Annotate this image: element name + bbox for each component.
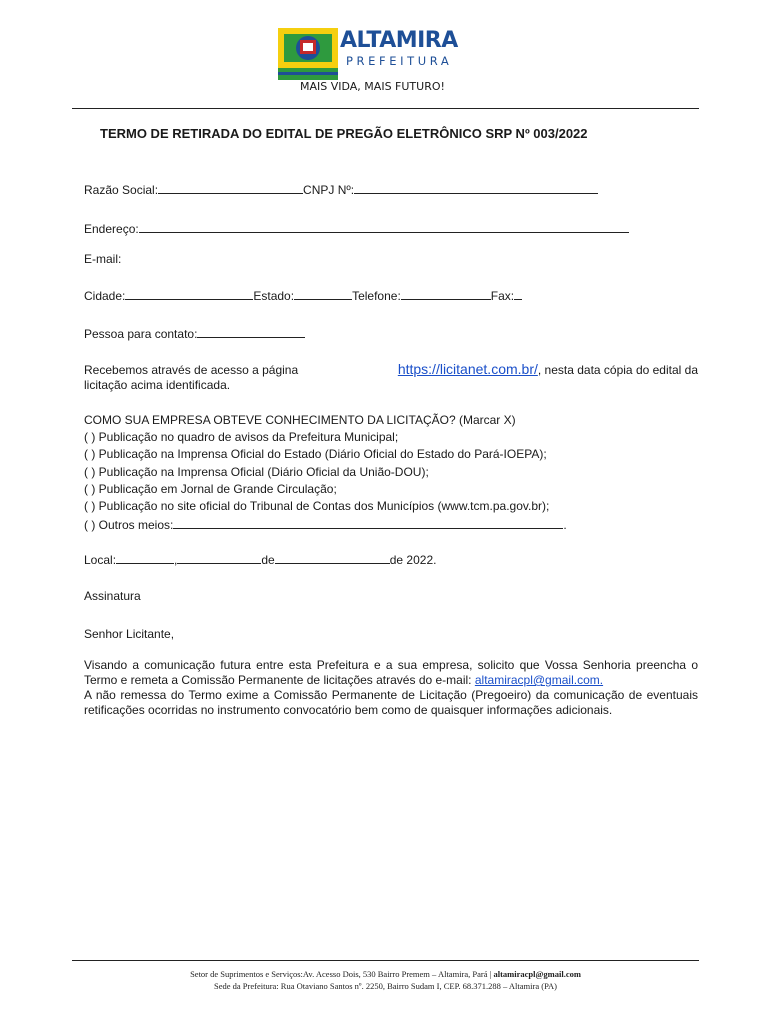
cnpj-label: CNPJ Nº:	[303, 183, 355, 197]
option-jornal[interactable]: ( ) Publicação em Jornal de Grande Circulação;	[84, 482, 337, 496]
assinatura-label: Assinatura	[84, 589, 141, 603]
logo-name: ALTAMIRA	[340, 28, 458, 53]
recebemos-text-3: licitação acima identificada.	[84, 378, 231, 392]
document-title: TERMO DE RETIRADA DO EDITAL DE PREGÃO ELETRÔNICO SRP Nº 003/2022	[100, 126, 588, 141]
visando-paragraph	[84, 658, 698, 718]
licitanet-link[interactable]: https://licitanet.com.br/	[397, 361, 538, 377]
contato-label: Pessoa para contato:	[84, 327, 198, 341]
estado-label: Estado:	[253, 289, 295, 303]
recebemos-paragraph	[84, 362, 698, 393]
logo-subtitle: PREFEITURA	[346, 54, 453, 68]
recebemos-text: Recebemos através de acesso a página	[84, 363, 299, 377]
slogan: MAIS VIDA, MAIS FUTURO!	[300, 80, 445, 93]
razao-cnpj-line	[84, 182, 598, 197]
endereco-label: Endereço:	[84, 222, 139, 236]
cpl-email-link[interactable]: altamiracpl@gmail.com.	[474, 673, 604, 687]
razao-blank[interactable]	[158, 182, 303, 194]
day-blank[interactable]	[177, 552, 261, 564]
footer-email: altamiracpl@gmail.com	[493, 969, 581, 979]
endereco-line	[84, 221, 629, 236]
local-de: de	[261, 553, 275, 567]
nao-remessa-text: A não remessa do Termo exime a Comissão Permanente de Licitação (Pregoeiro) da comunicação de eventuais retificações ocorridas no instrumento convocatório bem como de quaisquer informações adicionais.	[84, 688, 698, 717]
fax-blank[interactable]	[514, 288, 522, 300]
footer-line-2: Sede da Prefeitura: Rua Otaviano Santos nº. 2250, Bairro Sudam I, CEP. 68.371.288 – Altamira (PA)	[214, 981, 557, 991]
header-divider	[72, 108, 699, 109]
senhor-licitante: Senhor Licitante,	[84, 627, 175, 641]
fax-label: Fax:	[490, 289, 515, 303]
cidade-line	[84, 288, 522, 303]
contato-line	[84, 326, 305, 341]
recebemos-text-2: , nesta data cópia do edital da	[537, 363, 698, 377]
cidade-label: Cidade:	[84, 289, 126, 303]
option-tcm-site[interactable]: ( ) Publicação no site oficial do Tribunal de Contas dos Municípios (www.tcm.pa.gov.br);	[84, 499, 550, 513]
outros-label: ( ) Outros meios:	[84, 518, 174, 532]
estado-blank[interactable]	[294, 288, 352, 300]
outros-blank[interactable]	[173, 517, 563, 529]
option-dou[interactable]: ( ) Publicação na Imprensa Oficial (Diário Oficial da União-DOU);	[84, 465, 429, 479]
razao-label: Razão Social:	[84, 183, 159, 197]
option-outros[interactable]: ( ) Outros meios: .	[84, 518, 567, 532]
footer-address: Setor de Suprimentos e Serviços:Av. Acesso Dois, 530 Bairro Premem – Altamira, Pará |	[190, 969, 492, 979]
visando-text: Visando a comunicação futura entre esta Prefeitura e a sua empresa, solicito que Vossa Senhoria preencha o Termo e remeta a Comissão Permanente de licitações através do e-mail:	[84, 658, 698, 687]
local-blank[interactable]	[116, 552, 174, 564]
cidade-blank[interactable]	[125, 288, 253, 300]
city-flag-icon	[278, 28, 338, 80]
telefone-label: Telefone:	[352, 289, 401, 303]
month-blank[interactable]	[275, 552, 390, 564]
footer-divider	[72, 960, 699, 961]
email-label: E-mail:	[84, 252, 122, 266]
telefone-blank[interactable]	[401, 288, 491, 300]
option-ioepa[interactable]: ( ) Publicação na Imprensa Oficial do Estado (Diário Oficial do Estado do Pará-IOEPA);	[84, 447, 547, 461]
email-line	[84, 252, 121, 266]
local-label: Local:	[84, 553, 117, 567]
question-heading: COMO SUA EMPRESA OBTEVE CONHECIMENTO DA LICITAÇÃO? (Marcar X)	[84, 413, 516, 427]
cnpj-blank[interactable]	[354, 182, 598, 194]
contato-blank[interactable]	[197, 326, 305, 338]
local-year: de 2022.	[389, 553, 437, 567]
footer-line-1	[72, 969, 699, 979]
local-line: Local: , de de 2022.	[84, 553, 437, 567]
option-quadro-avisos[interactable]: ( ) Publicação no quadro de avisos da Prefeitura Municipal;	[84, 430, 399, 444]
endereco-blank[interactable]	[139, 221, 629, 233]
